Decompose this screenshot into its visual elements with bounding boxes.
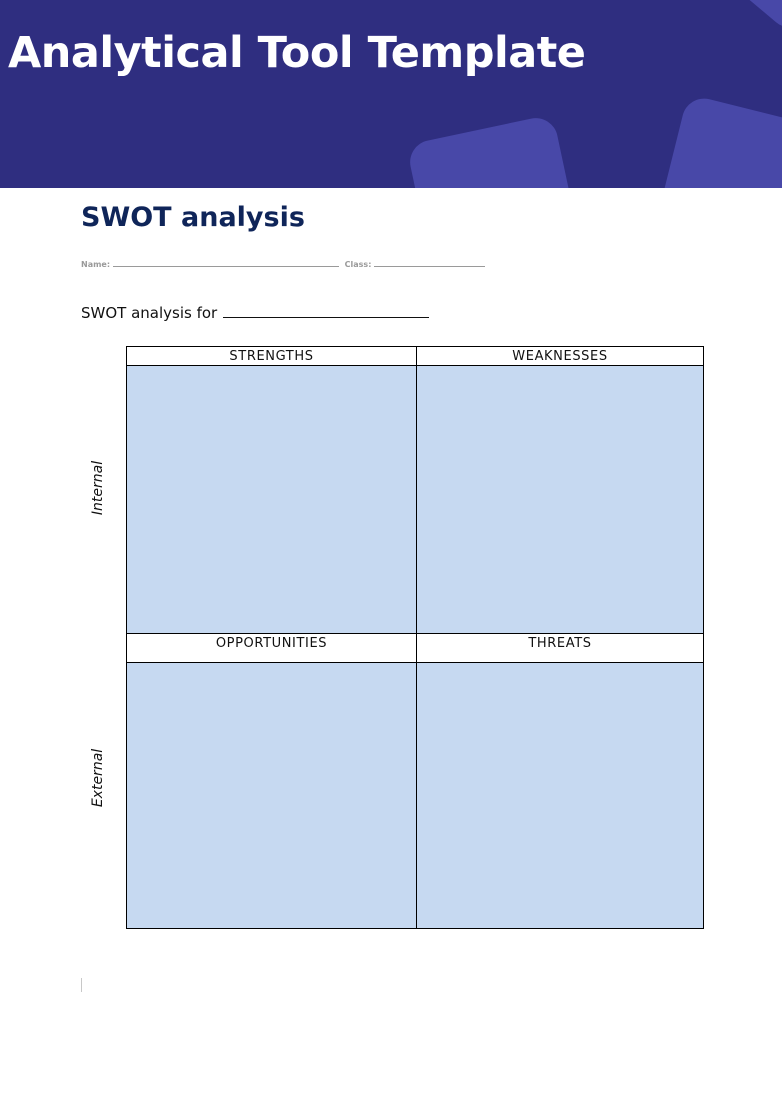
swot-grid — [126, 346, 704, 929]
threats-header: THREATS — [417, 634, 703, 663]
name-label: Name: — [81, 260, 111, 269]
student-fields — [81, 260, 485, 269]
strengths-header: STRENGTHS — [127, 347, 417, 366]
subject-line — [81, 303, 429, 322]
text-cursor-mark — [81, 978, 82, 992]
name-field[interactable] — [113, 260, 339, 267]
opportunities-header: OPPORTUNITIES — [127, 634, 417, 663]
decorative-shape — [647, 94, 782, 188]
weaknesses-area[interactable] — [417, 366, 703, 634]
class-field[interactable] — [374, 260, 485, 267]
decorative-shape — [406, 114, 584, 188]
header-banner — [0, 0, 782, 188]
decorative-shape — [732, 0, 782, 36]
banner-title: Analytical Tool Template — [8, 28, 586, 78]
strengths-area[interactable] — [127, 366, 417, 634]
subject-field[interactable] — [223, 303, 429, 318]
class-label: Class: — [344, 260, 372, 269]
internal-label: Internal — [90, 460, 106, 516]
page-title: SWOT analysis — [81, 202, 305, 233]
opportunities-area[interactable] — [127, 663, 417, 928]
subject-label: SWOT analysis for — [81, 304, 218, 322]
external-label: External — [90, 748, 106, 808]
weaknesses-header: WEAKNESSES — [417, 347, 703, 366]
threats-area[interactable] — [417, 663, 703, 928]
